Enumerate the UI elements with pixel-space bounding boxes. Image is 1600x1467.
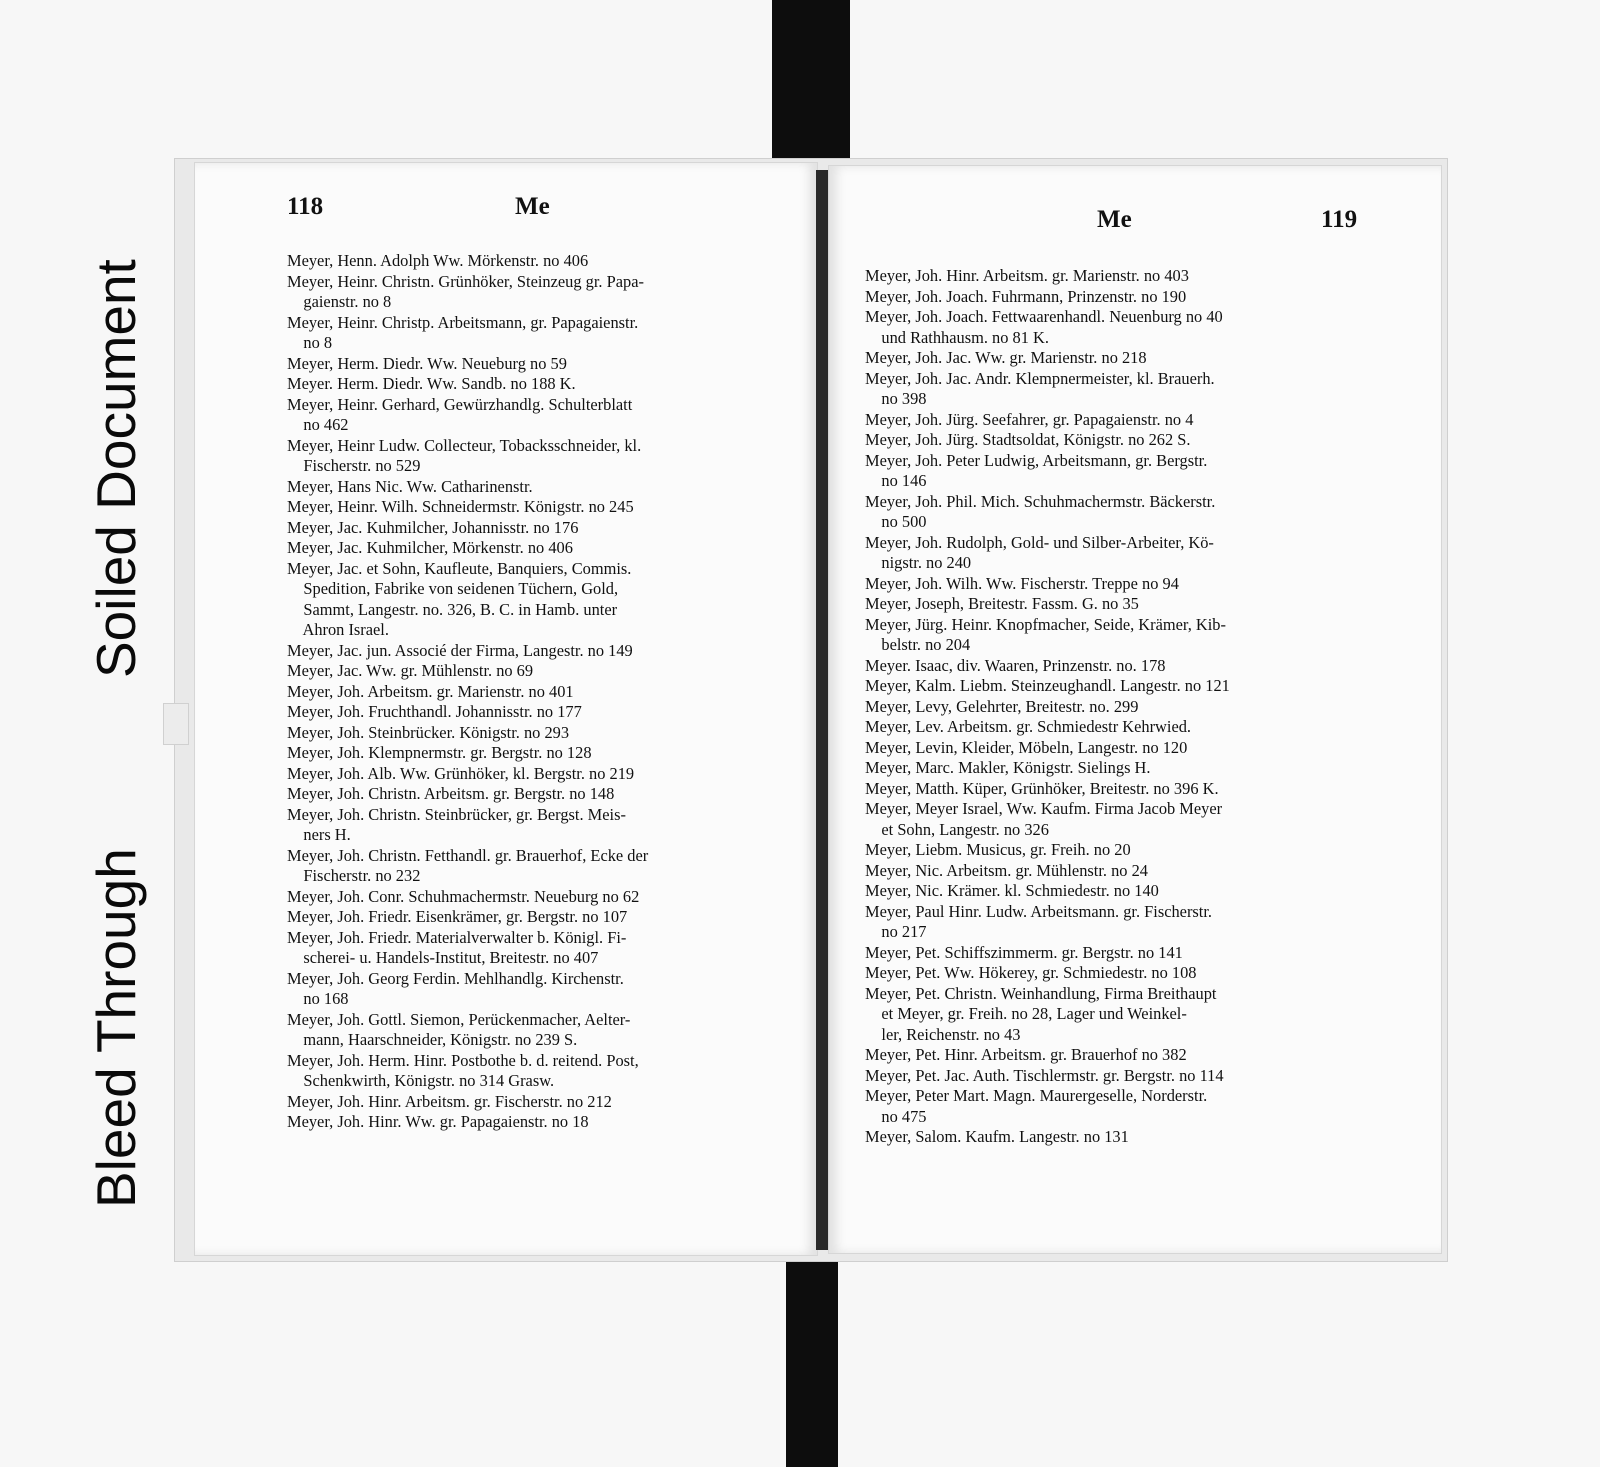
entry-line: Meyer, Heinr. Christp. Arbeitsmann, gr. Papagaienstr. bbox=[287, 312, 639, 332]
entry-line: nigstr. no 240 bbox=[865, 553, 972, 572]
entry-line: Meyer, Joh. Christn. Fetthandl. gr. Brauerhof, Ecke der bbox=[287, 845, 649, 865]
entry-line: Meyer, Hans Nic. Ww. Catharinenstr. bbox=[287, 476, 533, 496]
entry-line: scherei- u. Handels-Institut, Breitestr. no 407 bbox=[287, 948, 599, 967]
entry-line: Meyer, Jürg. Heinr. Knopfmacher, Seide, Krämer, Kib- bbox=[865, 614, 1226, 634]
entry-line: Meyer, Joh. Jac. Ww. gr. Marienstr. no 218 bbox=[865, 348, 1147, 367]
entry-line: ners H. bbox=[287, 825, 351, 844]
entry-line: no 217 bbox=[865, 922, 927, 941]
entry-line: no 8 bbox=[287, 333, 333, 352]
directory-entries bbox=[287, 251, 648, 1133]
entry-line: Meyer, Marc. Makler, Königstr. Sielings H. bbox=[865, 758, 1151, 777]
entry-line: Meyer, Matth. Küper, Grünhöker, Breitestr. no 396 K. bbox=[865, 778, 1219, 798]
entry-line: Meyer, Joh. Christn. Arbeitsm. gr. Bergstr. no 148 bbox=[287, 784, 615, 803]
entry-line: Meyer, Heinr Ludw. Collecteur, Tobacksschneider, kl. bbox=[287, 435, 642, 455]
entry-line: no 462 bbox=[287, 415, 349, 434]
entry-line: Meyer, Jac. et Sohn, Kaufleute, Banquiers, Commis. bbox=[287, 558, 632, 578]
page-number: 119 bbox=[1321, 206, 1358, 233]
entry-line: Meyer, Joh. Peter Ludwig, Arbeitsmann, gr. Bergstr. bbox=[865, 450, 1208, 470]
entry-line: Meyer, Pet. Hinr. Arbeitsm. gr. Brauerhof no 382 bbox=[865, 1045, 1187, 1064]
entry-line: Meyer, Joh. Hinr. Ww. gr. Papagaienstr. no 18 bbox=[287, 1112, 589, 1131]
entry-line: Meyer, Joh. Friedr. Materialverwalter b. Königl. Fi- bbox=[287, 927, 627, 947]
entry-line: Meyer, Joh. Joach. Fettwaarenhandl. Neuenburg no 40 bbox=[865, 307, 1223, 326]
directory-entries bbox=[865, 266, 1230, 1148]
entry-line: Meyer, Jac. Kuhmilcher, Johannisstr. no 176 bbox=[287, 517, 579, 537]
entry-line: no 500 bbox=[865, 512, 927, 531]
entry-line: Meyer, Heinr. Christn. Grünhöker, Steinzeug gr. Papa- bbox=[287, 271, 644, 291]
entry-line: Meyer. Isaac, div. Waaren, Prinzenstr. no. 178 bbox=[865, 655, 1166, 675]
page-number: 118 bbox=[287, 193, 324, 220]
page-tab bbox=[163, 703, 189, 745]
entry-line: Meyer, Joh. Christn. Steinbrücker, gr. Bergst. Meis- bbox=[287, 804, 626, 824]
entry-line: no 475 bbox=[865, 1106, 927, 1126]
entry-line: belstr. no 204 bbox=[865, 635, 971, 654]
entry-line: Meyer, Joh. Arbeitsm. gr. Marienstr. no 401 bbox=[287, 681, 574, 701]
entry-line: Meyer, Joh. Alb. Ww. Grünhöker, kl. Bergstr. no 219 bbox=[287, 763, 635, 783]
entry-line: Meyer, Jac. Kuhmilcher, Mörkenstr. no 406 bbox=[287, 538, 573, 557]
entry-line: Meyer, Joh. Joach. Fuhrmann, Prinzenstr. no 190 bbox=[865, 286, 1187, 306]
entry-line: Sammt, Langestr. no. 326, B. C. in Hamb. unter bbox=[287, 599, 618, 619]
entry-line: Ahron Israel. bbox=[287, 620, 389, 639]
entry-line: Meyer, Jac. jun. Associé der Firma, Langestr. no 149 bbox=[287, 640, 633, 660]
entry-line: Meyer, Joh. Jürg. Seefahrer, gr. Papagaienstr. no 4 bbox=[865, 409, 1194, 429]
entry-line: Meyer, Lev. Arbeitsm. gr. Schmiedestr Kehrwied. bbox=[865, 717, 1192, 736]
entry-line: Meyer, Heinr. Gerhard, Gewürzhandlg. Schulterblatt bbox=[287, 394, 633, 414]
soiled-document-label: Soiled Document bbox=[85, 259, 147, 678]
running-head: Me bbox=[1097, 206, 1132, 233]
entry-line: Meyer, Joh. Hinr. Arbeitsm. gr. Marienstr. no 403 bbox=[865, 266, 1189, 285]
entry-line: Meyer, Joh. Gottl. Siemon, Perückenmacher, Aelter- bbox=[287, 1009, 631, 1029]
entry-line: Meyer, Joh. Hinr. Arbeitsm. gr. Fischerstr. no 212 bbox=[287, 1091, 612, 1111]
entry-line: no 146 bbox=[865, 471, 927, 490]
entry-line: und Rathhausm. no 81 K. bbox=[865, 327, 1049, 347]
entry-line: Meyer, Pet. Jac. Auth. Tischlermstr. gr. Bergstr. no 114 bbox=[865, 1065, 1224, 1085]
entry-line: Meyer, Jac. Ww. gr. Mühlenstr. no 69 bbox=[287, 661, 534, 680]
entry-line: Meyer, Joh. Klempnermstr. gr. Bergstr. no 128 bbox=[287, 743, 592, 762]
entry-line: no 398 bbox=[865, 389, 927, 408]
entry-line: Fischerstr. no 232 bbox=[287, 866, 421, 885]
entry-line: Meyer, Joh. Fruchthandl. Johannisstr. no 177 bbox=[287, 702, 582, 721]
entry-line: Meyer, Joh. Jac. Andr. Klempnermeister, kl. Brauerh. bbox=[865, 368, 1215, 388]
entry-line: et Meyer, gr. Freih. no 28, Lager und Weinkel- bbox=[865, 1004, 1187, 1023]
entry-line: Meyer, Paul Hinr. Ludw. Arbeitsmann. gr. Fischerstr. bbox=[865, 901, 1212, 921]
entry-line: Spedition, Fabrike von seidenen Tüchern, Gold, bbox=[287, 579, 619, 598]
book-gutter bbox=[816, 170, 828, 1250]
entry-line: Meyer, Liebm. Musicus, gr. Freih. no 20 bbox=[865, 840, 1131, 859]
entry-line: Meyer, Kalm. Liebm. Steinzeughandl. Langestr. no 121 bbox=[865, 676, 1230, 695]
entry-line: Meyer, Nic. Arbeitsm. gr. Mühlenstr. no 24 bbox=[865, 860, 1148, 880]
right-page bbox=[828, 165, 1442, 1254]
entry-line: Meyer, Henn. Adolph Ww. Mörkenstr. no 406 bbox=[287, 251, 589, 270]
entry-line: Meyer, Pet. Ww. Hökerey, gr. Schmiedestr. no 108 bbox=[865, 963, 1197, 982]
binding-strip-top bbox=[772, 0, 850, 168]
entry-line: Meyer, Joh. Jürg. Stadtsoldat, Königstr. no 262 S. bbox=[865, 430, 1191, 449]
entry-line: Meyer, Herm. Diedr. Ww. Neueburg no 59 bbox=[287, 353, 567, 373]
entry-line: Meyer, Pet. Christn. Weinhandlung, Firma Breithaupt bbox=[865, 983, 1217, 1003]
entry-line: Meyer, Levy, Gelehrter, Breitestr. no. 299 bbox=[865, 696, 1139, 716]
entry-line: Meyer, Joh. Steinbrücker. Königstr. no 293 bbox=[287, 722, 570, 742]
entry-line: et Sohn, Langestr. no 326 bbox=[865, 819, 1049, 839]
entry-line: Meyer, Pet. Schiffszimmerm. gr. Bergstr. no 141 bbox=[865, 942, 1183, 962]
entry-line: Fischerstr. no 529 bbox=[287, 456, 421, 475]
entry-line: Schenkwirth, Königstr. no 314 Grasw. bbox=[287, 1071, 555, 1090]
entry-line: gaienstr. no 8 bbox=[287, 292, 392, 311]
entry-line: Meyer, Meyer Israel, Ww. Kaufm. Firma Jacob Meyer bbox=[865, 799, 1223, 818]
entry-line: Meyer, Levin, Kleider, Möbeln, Langestr. no 120 bbox=[865, 737, 1188, 757]
entry-line: Meyer, Joh. Phil. Mich. Schuhmachermstr. Bäckerstr. bbox=[865, 491, 1216, 511]
entry-line: no 168 bbox=[287, 989, 349, 1008]
entry-line: Meyer, Joh. Friedr. Eisenkrämer, gr. Bergstr. no 107 bbox=[287, 907, 628, 926]
entry-line: Meyer, Nic. Krämer. kl. Schmiedestr. no 140 bbox=[865, 881, 1159, 900]
entry-line: Meyer, Joh. Georg Ferdin. Mehlhandlg. Kirchenstr. bbox=[287, 968, 624, 988]
bleed-through-label: Bleed Through bbox=[85, 848, 147, 1208]
entry-line: Meyer, Joh. Herm. Hinr. Postbothe b. d. reitend. Post, bbox=[287, 1050, 639, 1070]
entry-line: ler, Reichenstr. no 43 bbox=[865, 1024, 1021, 1044]
entry-line: Meyer, Joh. Rudolph, Gold- und Silber-Arbeiter, Kö- bbox=[865, 532, 1214, 552]
entry-line: Meyer. Herm. Diedr. Ww. Sandb. no 188 K. bbox=[287, 374, 576, 393]
entry-line: Meyer, Salom. Kaufm. Langestr. no 131 bbox=[865, 1127, 1129, 1146]
entry-line: Meyer, Peter Mart. Magn. Maurergeselle, Norderstr. bbox=[865, 1086, 1208, 1105]
entry-line: Meyer, Joseph, Breitestr. Fassm. G. no 35 bbox=[865, 594, 1139, 613]
running-head: Me bbox=[515, 193, 550, 220]
entry-line: Meyer, Joh. Wilh. Ww. Fischerstr. Treppe no 94 bbox=[865, 573, 1179, 593]
entry-line: Meyer, Joh. Conr. Schuhmachermstr. Neueburg no 62 bbox=[287, 886, 640, 906]
entry-line: Meyer, Heinr. Wilh. Schneidermstr. Königstr. no 245 bbox=[287, 497, 634, 516]
entry-line: mann, Haarschneider, Königstr. no 239 S. bbox=[287, 1030, 578, 1049]
left-page bbox=[194, 162, 818, 1256]
binding-strip-bottom bbox=[786, 1248, 838, 1467]
